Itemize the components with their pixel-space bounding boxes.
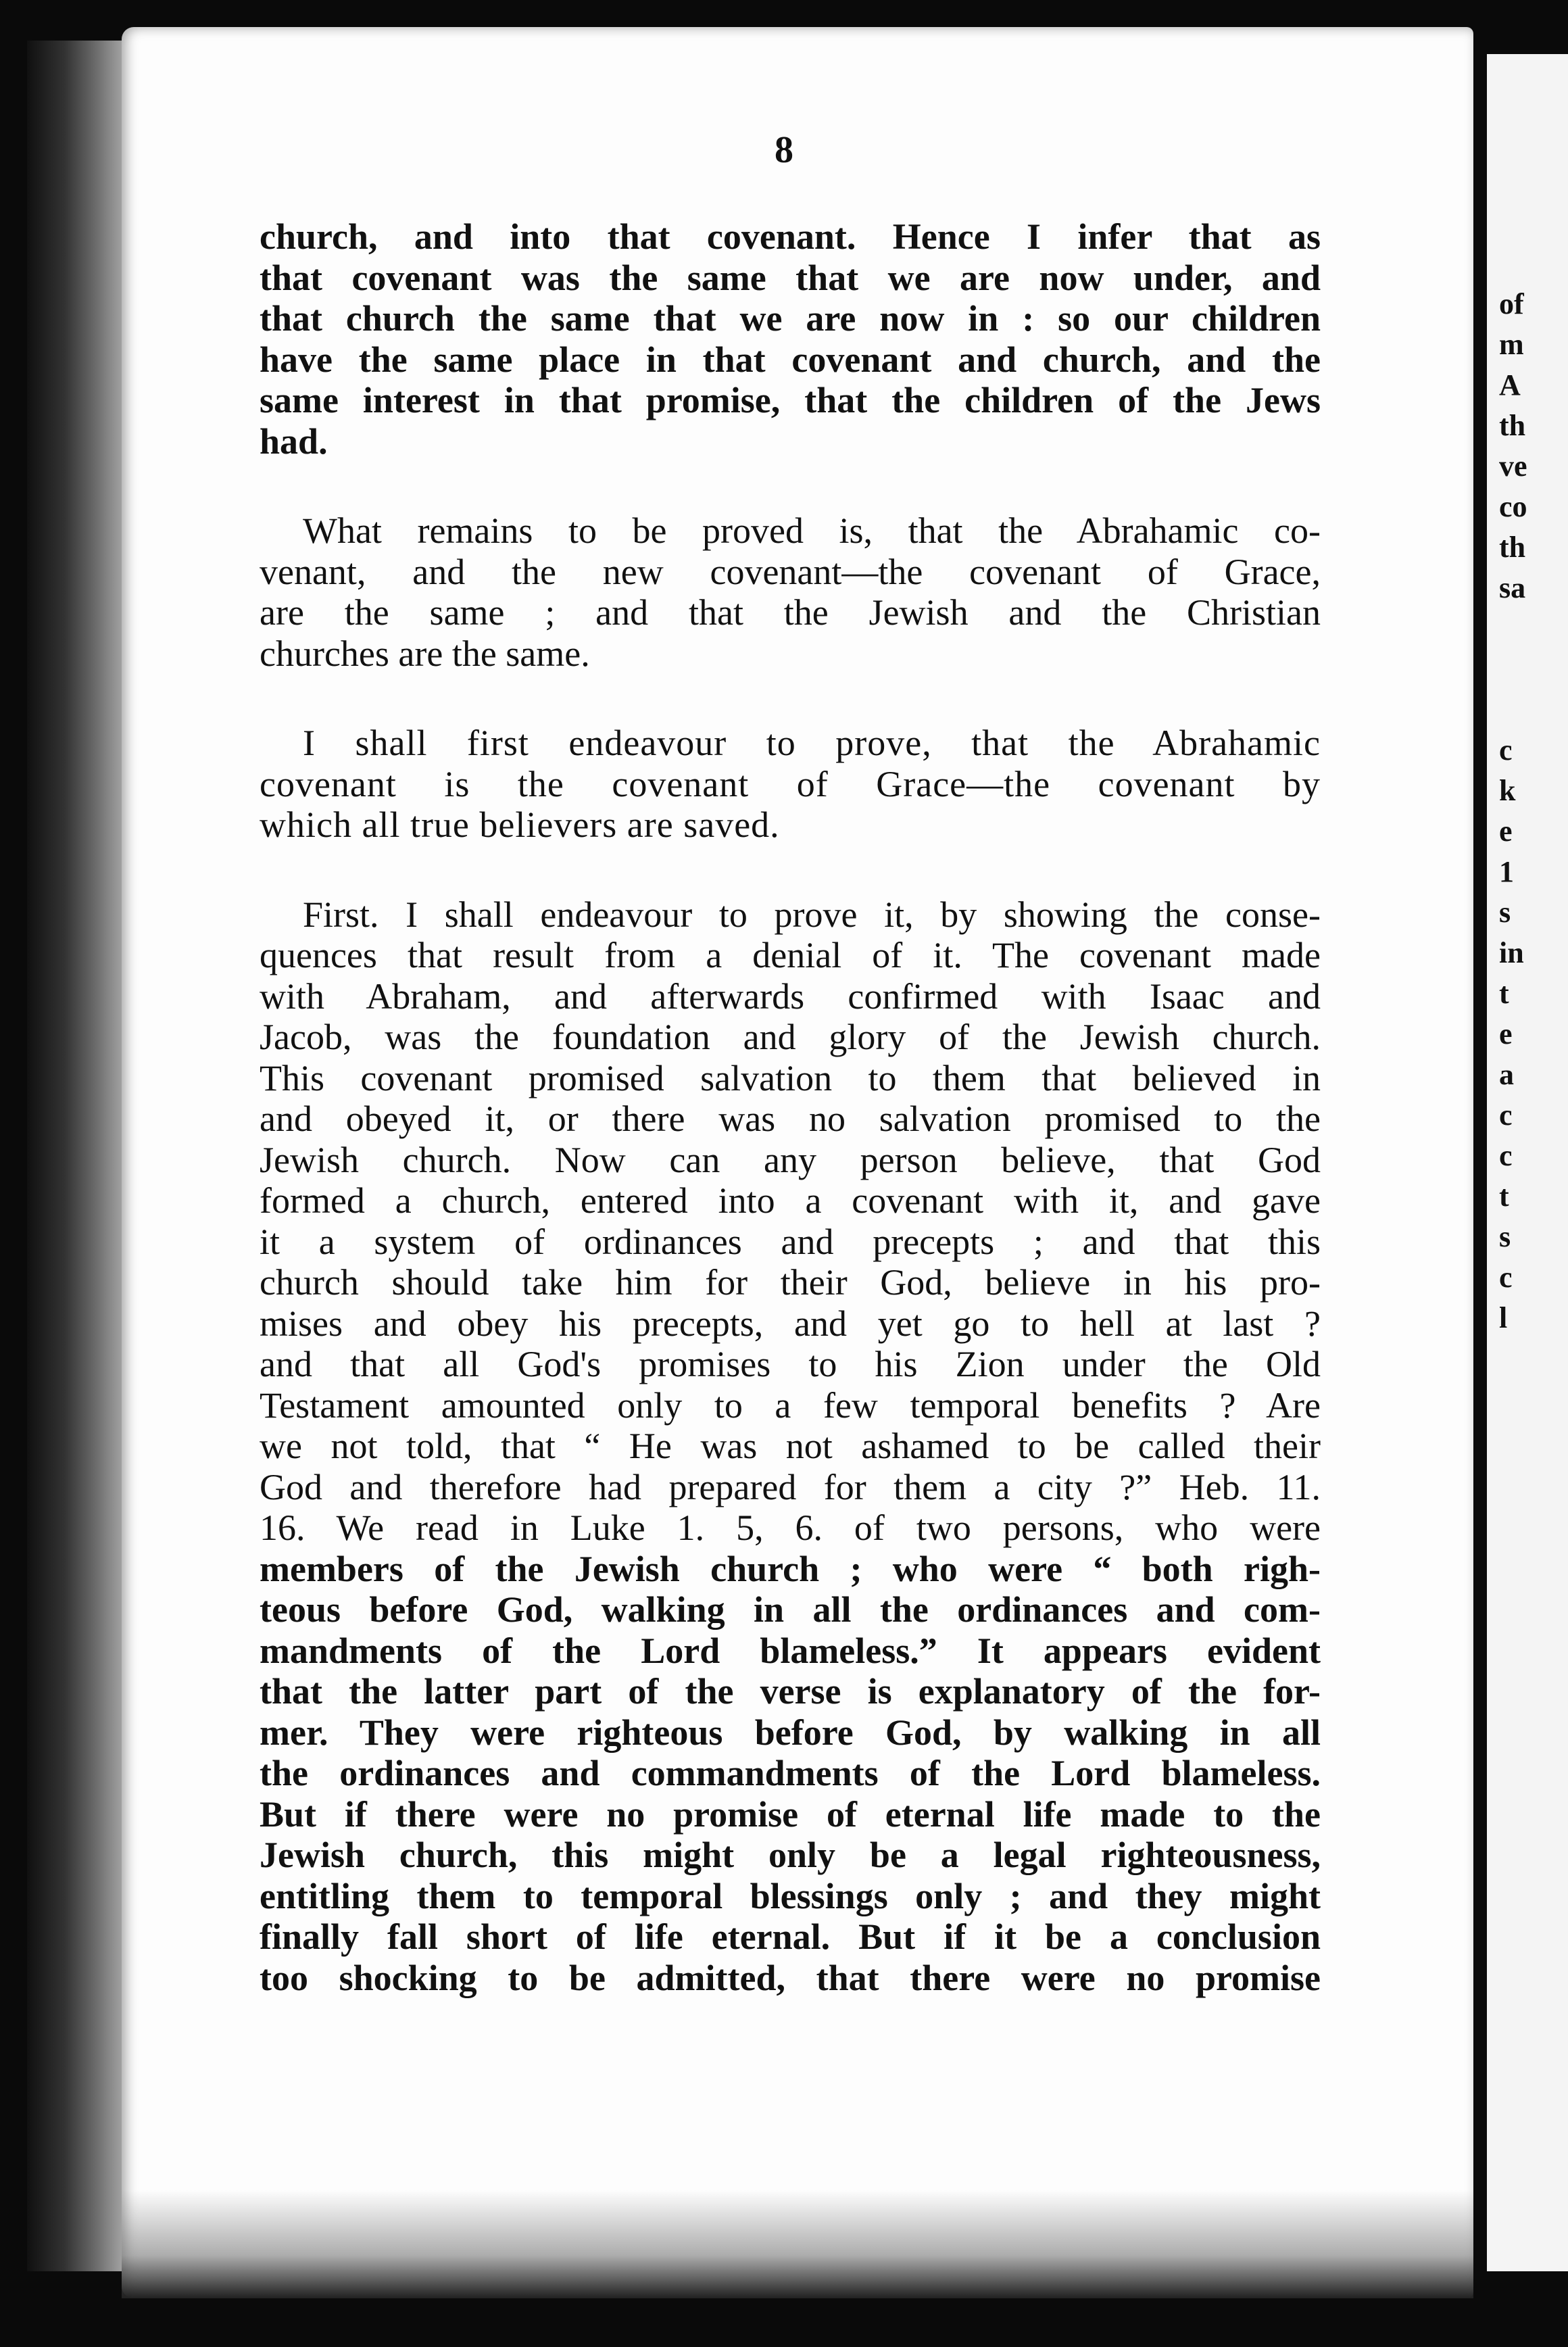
text-line: 16. We read in Luke 1. 5, 6. of two persons, who were bbox=[260, 1507, 1321, 1548]
text-line: which all true believers are saved. bbox=[260, 804, 780, 845]
page-bottom-shadow bbox=[122, 2190, 1473, 2298]
fragment: A bbox=[1499, 368, 1521, 402]
fragment: sa bbox=[1499, 571, 1526, 604]
fragment: t bbox=[1499, 977, 1509, 1010]
fragment: c bbox=[1499, 1261, 1513, 1294]
text-line: churches are the same. bbox=[260, 633, 590, 674]
fragment: l bbox=[1499, 1301, 1508, 1334]
text-line: quences that result from a denial of it. The covenant made bbox=[260, 935, 1321, 975]
text-line: covenant is the covenant of Grace—the covenant by bbox=[260, 763, 1321, 804]
facing-page-fragments bbox=[1499, 284, 1567, 1338]
text-line: have the same place in that covenant and church, and the bbox=[260, 339, 1321, 380]
fragment: e bbox=[1499, 815, 1513, 848]
text-line: too shocking to be admitted, that there were no promise bbox=[260, 1957, 1321, 1998]
text-line: church, and into that covenant. Hence I infer that as bbox=[260, 216, 1321, 257]
text-line: teous before God, walking in all the ordinances and com- bbox=[260, 1589, 1321, 1630]
fragment: k bbox=[1499, 774, 1516, 807]
text-line: mandments of the Lord blameless.” It appears evident bbox=[260, 1630, 1321, 1671]
text-line: entitling them to temporal blessings only ; and they might bbox=[260, 1875, 1321, 1916]
fragment: th bbox=[1499, 531, 1526, 564]
text-line: the ordinances and commandments of the Lord blameless. bbox=[260, 1753, 1321, 1793]
text-line: had. bbox=[260, 420, 328, 462]
fragment: th bbox=[1499, 409, 1526, 442]
fragment: in bbox=[1499, 936, 1524, 969]
fragment: ve bbox=[1499, 450, 1527, 483]
fragment: co bbox=[1499, 490, 1527, 523]
text-line: church should take him for their God, believe in his pro- bbox=[260, 1262, 1321, 1303]
text-line: Jewish church. Now can any person believe, that God bbox=[260, 1139, 1321, 1180]
text-line: venant, and the new covenant—the covenant of Grace, bbox=[260, 551, 1321, 592]
text-line: finally fall short of life eternal. But if it be a conclusion bbox=[260, 1916, 1321, 1957]
text-line: members of the Jewish church ; who were “ both righ- bbox=[260, 1548, 1321, 1589]
text-line: we not told, that “ He was not ashamed to be called their bbox=[260, 1426, 1321, 1466]
text-line: I shall first endeavour to prove, that the Abrahamic bbox=[303, 723, 1321, 763]
page-number: 8 bbox=[775, 129, 793, 171]
text-line: that the latter part of the verse is explanatory of the for- bbox=[260, 1671, 1321, 1712]
text-line: and obeyed it, or there was no salvation promised to the bbox=[260, 1098, 1321, 1139]
text-line: What remains to be proved is, that the Abrahamic co- bbox=[303, 510, 1321, 551]
text-line: Jacob, was the foundation and glory of the Jewish church. bbox=[260, 1017, 1321, 1057]
paragraph bbox=[260, 894, 1321, 1999]
fragment: of bbox=[1499, 287, 1524, 320]
fragment: m bbox=[1499, 328, 1524, 361]
text-line: Testament amounted only to a few temporal benefits ? Are bbox=[260, 1384, 1321, 1426]
text-line: mises and obey his precepts, and yet go to hell at last ? bbox=[260, 1303, 1321, 1344]
text-line: This covenant promised salvation to them that believed in bbox=[260, 1057, 1321, 1098]
fragment: 1 bbox=[1499, 855, 1514, 888]
text-line: First. I shall endeavour to prove it, by showing the conse- bbox=[303, 894, 1321, 935]
fragment: c bbox=[1499, 733, 1513, 767]
text-line: Jewish church, this might only be a legal righteousness, bbox=[260, 1835, 1321, 1875]
paragraph bbox=[260, 723, 1321, 846]
text-line: God and therefore had prepared for them a city ?” Heb. 11. bbox=[260, 1466, 1321, 1507]
fragment-gap bbox=[1499, 608, 1567, 730]
page-body bbox=[260, 216, 1321, 2047]
fragment: c bbox=[1499, 1139, 1513, 1172]
text-line: that church the same that we are now in : so our children bbox=[260, 298, 1321, 339]
text-line: formed a church, entered into a covenant with it, and gave bbox=[260, 1180, 1321, 1221]
text-line: it a system of ordinances and precepts ; and that this bbox=[260, 1221, 1321, 1262]
text-line: and that all God's promises to his Zion under the Old bbox=[260, 1344, 1321, 1384]
fragment: s bbox=[1499, 896, 1511, 929]
fragment: s bbox=[1499, 1220, 1511, 1253]
book-spine-edge bbox=[27, 41, 122, 2271]
text-line: mer. They were righteous before God, by walking in all bbox=[260, 1712, 1321, 1753]
text-line: are the same ; and that the Jewish and the Christian bbox=[260, 592, 1321, 633]
paragraph bbox=[260, 216, 1321, 462]
text-line: with Abraham, and afterwards confirmed with Isaac and bbox=[260, 975, 1321, 1017]
fragment: e bbox=[1499, 1017, 1513, 1050]
fragment: t bbox=[1499, 1180, 1509, 1213]
text-line: that covenant was the same that we are now under, and bbox=[260, 257, 1321, 298]
text-line: same interest in that promise, that the children of the Jews bbox=[260, 380, 1321, 420]
text-line: But if there were no promise of eternal life made to the bbox=[260, 1793, 1321, 1835]
fragment: a bbox=[1499, 1058, 1514, 1091]
fragment: c bbox=[1499, 1098, 1513, 1132]
paragraph bbox=[260, 510, 1321, 674]
